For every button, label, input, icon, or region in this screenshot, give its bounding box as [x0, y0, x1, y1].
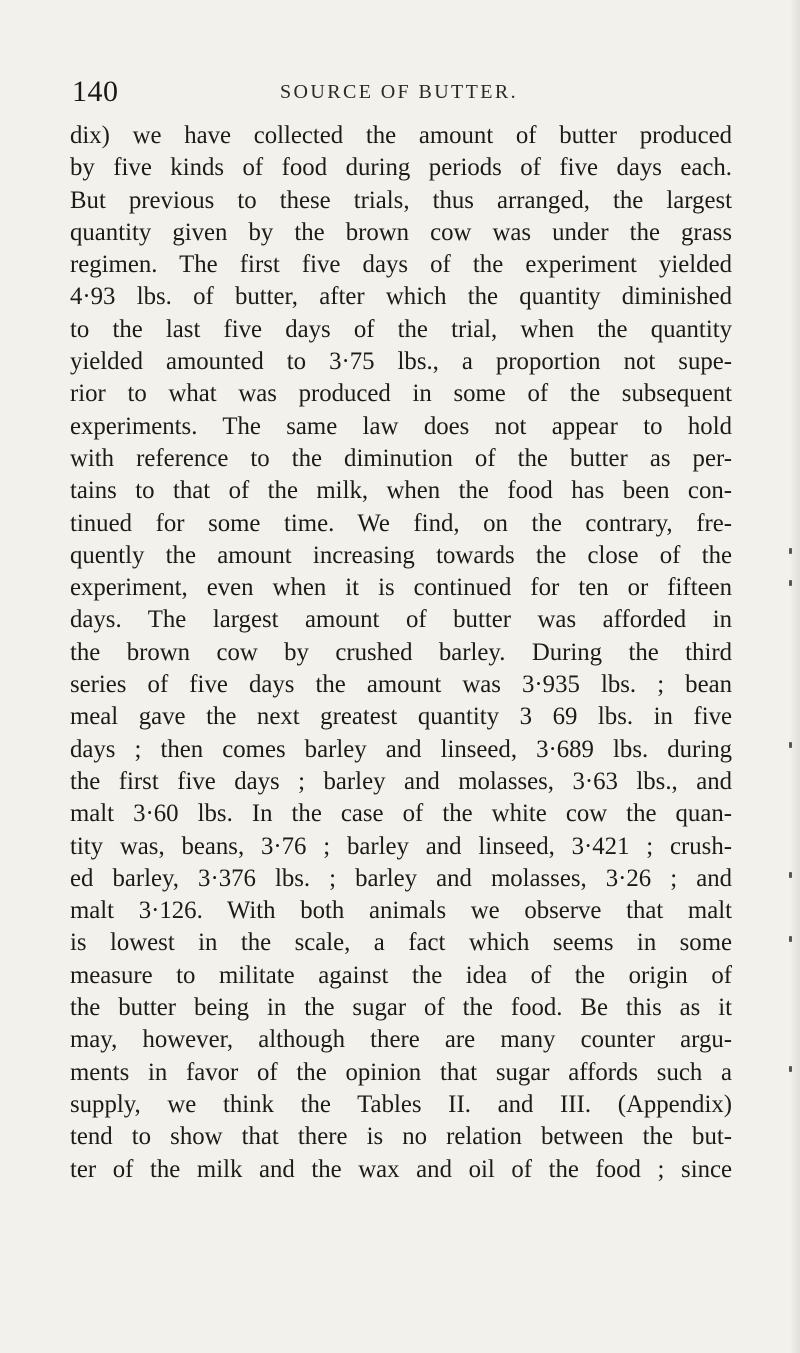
- text-line: ed barley, 3·376 lbs. ; barley and molasses, 3·26 ; and: [70, 864, 732, 892]
- text-line: tains to that of the milk, when the food has been con-: [70, 477, 732, 505]
- text-line: quantity given by the brown cow was under the grass: [70, 218, 732, 246]
- text-line: malt 3·60 lbs. In the case of the white cow the quan-: [70, 800, 732, 828]
- text-line: supply, we think the Tables II. and III. (Appendix): [70, 1090, 732, 1118]
- margin-mark: [789, 1066, 792, 1072]
- text-line: ments in favor of the opinion that sugar affords such a: [70, 1058, 732, 1086]
- running-title: SOURCE OF BUTTER.: [280, 81, 519, 103]
- text-line: the first five days ; barley and molasses, 3·63 lbs., and: [70, 767, 732, 795]
- text-line: is lowest in the scale, a fact which seems in some: [70, 929, 732, 957]
- page-number: 140: [72, 75, 119, 108]
- text-line: malt 3·126. With both animals we observe that malt: [70, 897, 732, 925]
- text-line: 4·93 lbs. of butter, after which the quantity diminished: [70, 283, 732, 311]
- text-line: the butter being in the sugar of the food. Be this as it: [70, 994, 732, 1022]
- text-line: the brown cow by crushed barley. During the third: [70, 638, 732, 666]
- text-line: ter of the milk and the wax and oil of the food ; since: [70, 1155, 732, 1183]
- text-line: dix) we have collected the amount of butter produced: [70, 122, 732, 149]
- text-line: tend to show that there is no relation between the but-: [70, 1123, 732, 1151]
- text-line: experiments. The same law does not appear to hold: [70, 412, 732, 440]
- body-text: [70, 120, 732, 1186]
- text-line: by five kinds of food during periods of five days each.: [70, 154, 732, 182]
- text-line: tinued for some time. We find, on the contrary, fre-: [70, 509, 732, 537]
- text-line: with reference to the diminution of the butter as per-: [70, 444, 732, 472]
- text-line: measure to militate against the idea of the origin of: [70, 961, 732, 989]
- text-line: to the last five days of the trial, when the quantity: [70, 315, 732, 343]
- margin-mark: [789, 580, 792, 586]
- text-line: meal gave the next greatest quantity 3 69 lbs. in five: [70, 703, 732, 731]
- running-head: [72, 75, 732, 115]
- text-line: may, however, although there are many counter argu-: [70, 1026, 732, 1054]
- page-edge-shadow: [790, 0, 800, 1353]
- text-line: tity was, beans, 3·76 ; barley and linseed, 3·421 ; crush-: [70, 832, 732, 860]
- margin-mark: [789, 872, 792, 878]
- text-line: rior to what was produced in some of the subsequent: [70, 380, 732, 408]
- margin-mark: [789, 548, 792, 554]
- margin-mark: [789, 936, 792, 942]
- text-line: experiment, even when it is continued for ten or fifteen: [70, 574, 732, 602]
- text-line: regimen. The first five days of the experiment yielded: [70, 251, 732, 279]
- margin-mark: [789, 742, 792, 748]
- text-line: But previous to these trials, thus arranged, the largest: [70, 186, 732, 214]
- text-line: days. The largest amount of butter was afforded in: [70, 606, 732, 634]
- text-line: days ; then comes barley and linseed, 3·689 lbs. during: [70, 735, 732, 763]
- text-line: quently the amount increasing towards the close of the: [70, 541, 732, 569]
- text-line: yielded amounted to 3·75 lbs., a proportion not supe-: [70, 348, 732, 376]
- text-line: series of five days the amount was 3·935 lbs. ; bean: [70, 671, 732, 699]
